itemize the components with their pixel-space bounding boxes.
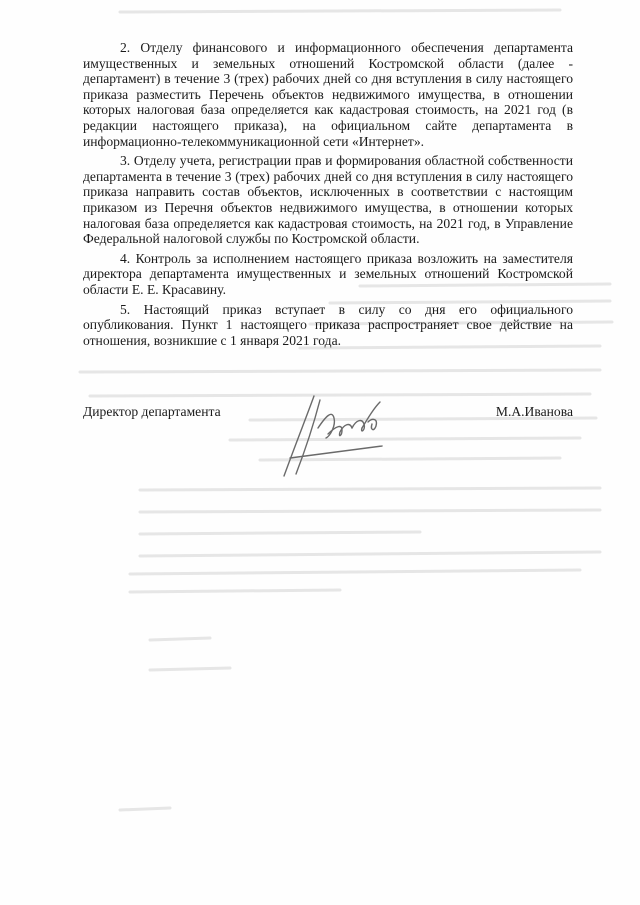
handwritten-signature	[262, 388, 402, 483]
paragraph-2: 2. Отделу финансового и информационного обеспечения департамента имущественных и земельных отношений Костромской области (далее - департамент) в течение 3 (трех) рабочих дней со дня вступления в силу настоящего приказа разместить Перечень объектов недвижимого имущества, в отношении которых налоговая база определяется как кадастровая стоимость, на 2021 год (в редакции настоящего приказа), на официальном сайте департамента в информационно-телекоммуникационной сети «Интернет».	[83, 40, 573, 149]
document-body	[83, 40, 573, 352]
paragraph-4: 4. Контроль за исполнением настоящего приказа возложить на заместителя директора департамента имущественных и земельных отношений Костромской области Е. Е. Красавину.	[83, 250, 573, 297]
signatory-name: М.А.Иванова	[495, 404, 573, 419]
signatory-title: Директор департамента	[83, 404, 221, 419]
paragraph-3: 3. Отделу учета, регистрации прав и формирования областной собственности департамента в течение 3 (трех) рабочих дней со дня вступления в силу настоящего приказа направить состав объектов, исключенных в соответствии с настоящим приказом из Перечня объектов недвижимого имущества, в отношении которых налоговая база определяется как кадастровая стоимость, на 2021 год, в Управление Федеральной налоговой службы по Костромской области.	[83, 153, 573, 247]
paragraph-5: 5. Настоящий приказ вступает в силу со дня его официального опубликования. Пункт 1 настоящего приказа распространяет свое действие на отношения, возникшие с 1 января 2021 года.	[83, 301, 573, 348]
